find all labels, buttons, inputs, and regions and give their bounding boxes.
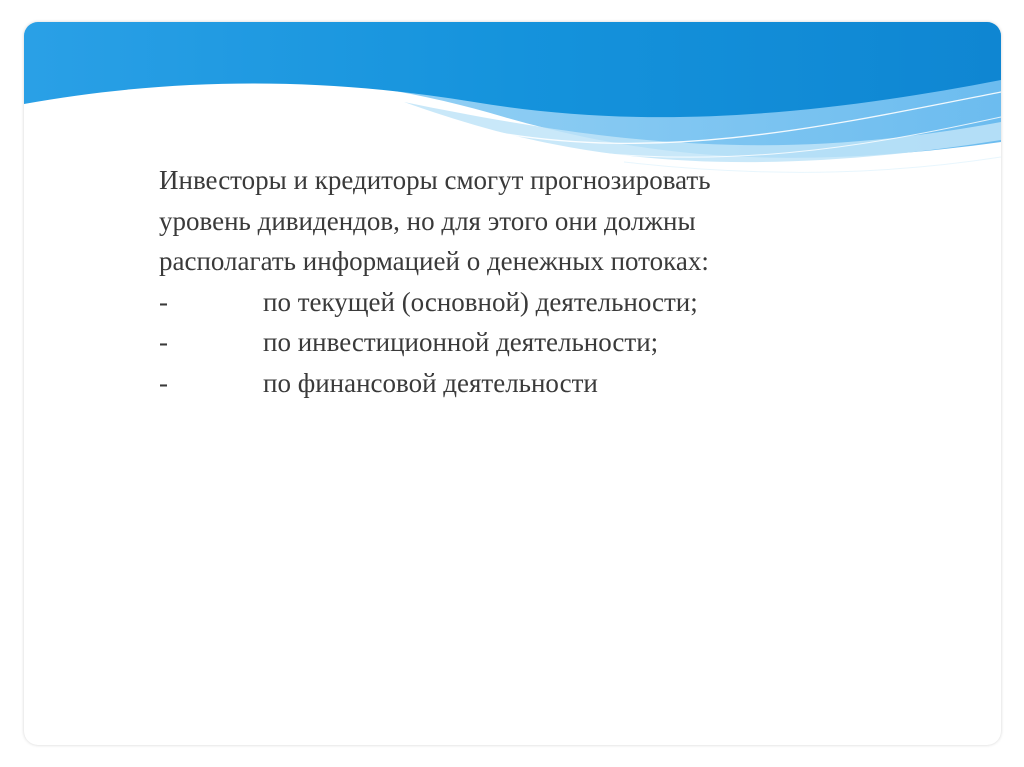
bullet-item-3: [159, 363, 919, 404]
bullet-text: по инвестиционной деятельности;: [263, 327, 659, 357]
intro-line-2: уровень дивидендов, но для этого они должны: [159, 205, 696, 236]
bullet-marker: -: [159, 327, 168, 357]
intro-line-3: располагать информацией о денежных потоках:: [159, 246, 709, 276]
bullet-text: по текущей (основной) деятельности;: [263, 286, 698, 317]
bullet-item-1: [159, 282, 919, 323]
bullet-text: по финансовой деятельности: [263, 367, 598, 398]
bullet-item-2: [159, 322, 919, 363]
intro-line-1: Инвесторы и кредиторы смогут прогнозировать: [159, 165, 711, 195]
bullet-marker: -: [159, 367, 168, 398]
slide-body-text: [159, 160, 919, 403]
bullet-marker: -: [159, 286, 168, 317]
